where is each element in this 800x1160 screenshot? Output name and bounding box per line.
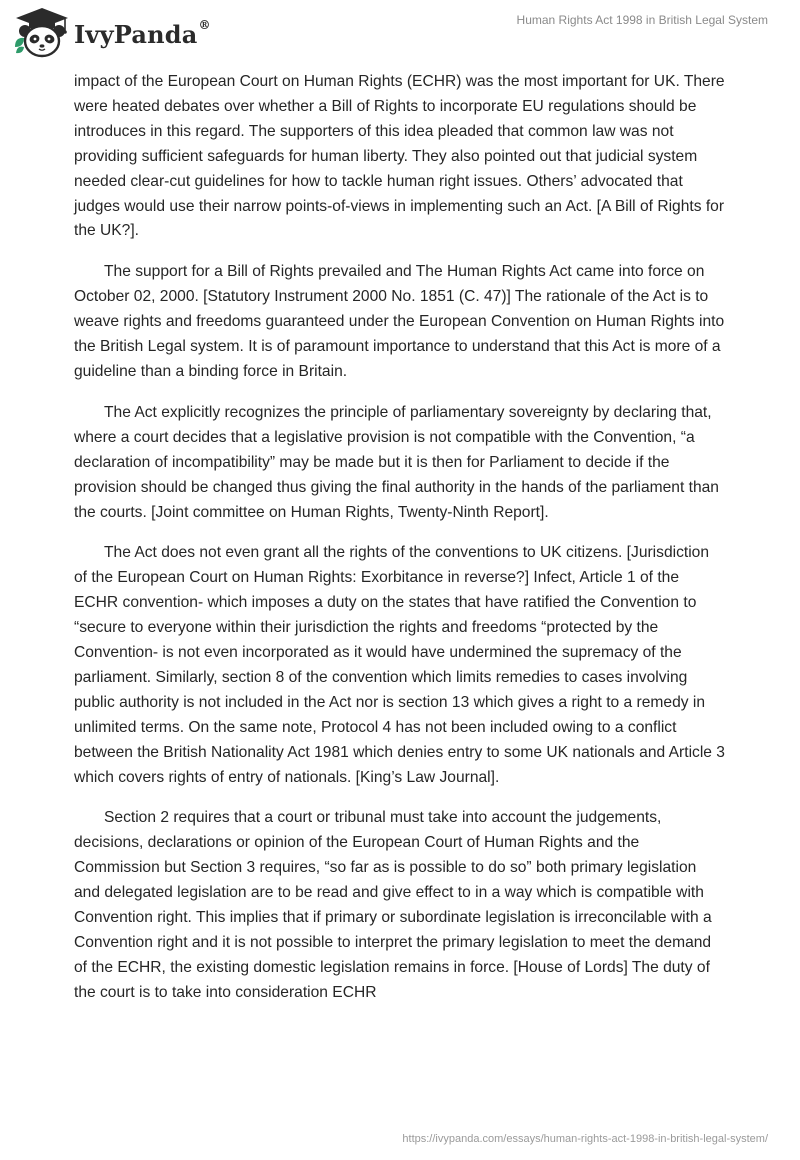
- essay-body: [74, 70, 726, 1022]
- document-title: Human Rights Act 1998 in British Legal System: [516, 13, 768, 27]
- paragraph: The Act does not even grant all the rights of the conventions to UK citizens. [Jurisdiction of the European Court on Human Rights: Exorbitance in reverse?] Infect, Article 1 of the ECHR convention- which imposes a duty on the states that have ratified the Convention to “secure to everyone within their jurisdiction the rights and freedoms “protected by the Convention- is not even incorporated as it would have undermined the supremacy of the parliament. Similarly, section 8 of the convention which limits remedies to cases involving public authority is not included in the Act nor is section 13 which gives a right to a remedy in unlimited terms. On the same note, Protocol 4 has not been included owing to a conflict between the British Nationality Act 1981 which denies entry to some UK nationals and Article 3 which covers rights of entry of nationals. [King’s Law Journal].: [74, 544, 725, 786]
- paragraph: impact of the European Court on Human Rights (ECHR) was the most important for UK. There were heated debates over whether a Bill of Rights to incorporate EU regulations should be introduces in this regard. The supporters of this idea pleaded that common law was not providing sufficient safeguards for human liberty. They also pointed out that judicial system needed clear-cut guidelines for how to tackle human right issues. Others’ advocated that judges would use their narrow points-of-views in implementing such an Act. [A Bill of Rights for the UK?].: [74, 73, 725, 240]
- paragraph: Section 2 requires that a court or tribunal must take into account the judgements, decisions, declarations or opinion of the European Court of Human Rights and the Commission but Section 3 requires, “so far as is possible to do so” both primary legislation and delegated legislation are to be read and give effect to in a way which is compatible with Convention right. This implies that if primary or subordinate legislation is irreconcilable with a Convention right and it is not possible to interpret the primary legislation to meet the demand of the ECHR, the existing domestic legislation remains in force. [House of Lords] The duty of the court is to take into consideration ECHR: [74, 809, 712, 1001]
- panda-graduation-cap-icon: [12, 7, 72, 59]
- source-url-link[interactable]: https://ivypanda.com/essays/human-rights-act-1998-in-british-legal-system/: [402, 1133, 768, 1145]
- paragraph: The support for a Bill of Rights prevailed and The Human Rights Act came into force on October 02, 2000. [Statutory Instrument 2000 No. 1851 (C. 47)] The rationale of the Act is to weave rights and freedoms guaranteed under the European Convention on Human Rights into the British Legal system. It is of paramount importance to understand that this Act is more of a guideline than a binding force in Britain.: [74, 263, 725, 380]
- page-header: [0, 0, 800, 70]
- brand-name: [74, 17, 211, 49]
- brand-name-text: IvyPanda: [74, 19, 198, 49]
- registered-mark: ®: [198, 17, 211, 32]
- ivypanda-logo-link[interactable]: [12, 7, 211, 59]
- paragraph: The Act explicitly recognizes the principle of parliamentary sovereignty by declaring that, where a court decides that a legislative provision is not compatible with the Convention, “a declaration of incompatibility” may be made but it is then for Parliament to decide if the provision should be changed thus giving the final authority in the hands of the parliament than the courts. [Joint committee on Human Rights, Twenty-Ninth Report].: [74, 403, 719, 521]
